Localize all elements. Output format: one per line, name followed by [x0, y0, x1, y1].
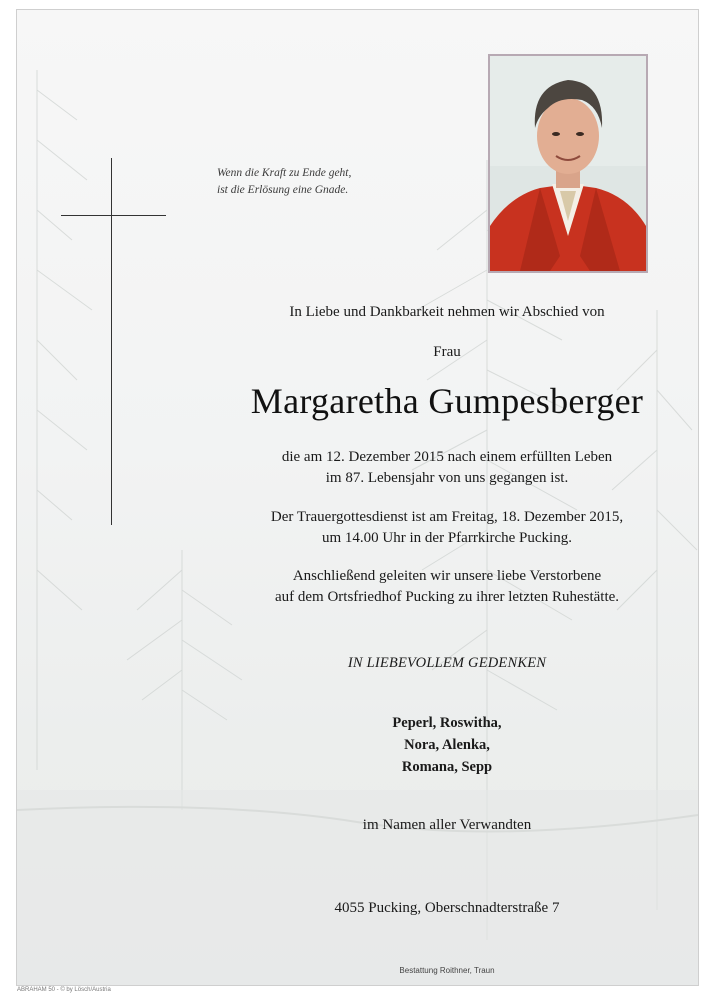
- mourner-line: Nora, Alenka,: [404, 737, 490, 753]
- death-line-2: im 87. Lebensjahr von uns gegangen ist.: [325, 470, 569, 486]
- death-line-1: die am 12. Dezember 2015 nach einem erfüllten Leben: [281, 449, 613, 465]
- farewell-intro: In Liebe und Dankbarkeit nehmen wir Abschied von: [289, 304, 605, 320]
- deceased-name: Margaretha Gumpesberger: [250, 381, 644, 421]
- burial-info: [207, 566, 687, 608]
- portrait-illustration: [490, 56, 646, 271]
- funeral-service-info: [207, 507, 687, 549]
- death-notice: [207, 447, 687, 489]
- portrait-photo: [488, 54, 648, 273]
- mourner-line: Romana, Sepp: [401, 759, 493, 775]
- memorial-heading: IN LIEBEVOLLEM GEDENKEN: [347, 655, 547, 671]
- service-line-2: um 14.00 Uhr in der Pfarrkirche Pucking.: [322, 530, 572, 546]
- service-line-1: Der Trauergottesdienst ist am Freitag, 18. Dezember 2015,: [270, 509, 624, 525]
- relatives-note: im Namen aller Verwandten: [362, 817, 532, 833]
- cross-icon-crossbar: [61, 215, 166, 216]
- cross-icon: [111, 158, 112, 525]
- motto-quote: [217, 165, 397, 199]
- undertaker-credit: Bestattung Roithner, Traun: [399, 966, 495, 975]
- family-address: 4055 Pucking, Oberschnadterstraße 7: [334, 900, 560, 916]
- mourners-list: [207, 712, 687, 778]
- burial-line-1: Anschließend geleiten wir unsere liebe Verstorbene: [292, 568, 602, 584]
- motto-line-2: ist die Erlösung eine Gnade.: [217, 184, 349, 196]
- motto-line-1: Wenn die Kraft zu Ende geht,: [217, 167, 352, 179]
- salutation: Frau: [433, 344, 461, 360]
- template-code: ABRAHAM 50 - © by Lösch/Austria: [17, 987, 111, 993]
- mourner-line: Peperl, Roswitha,: [392, 715, 502, 731]
- obituary-card: [16, 9, 699, 986]
- burial-line-2: auf dem Ortsfriedhof Pucking zu ihrer letzten Ruhestätte.: [274, 589, 620, 605]
